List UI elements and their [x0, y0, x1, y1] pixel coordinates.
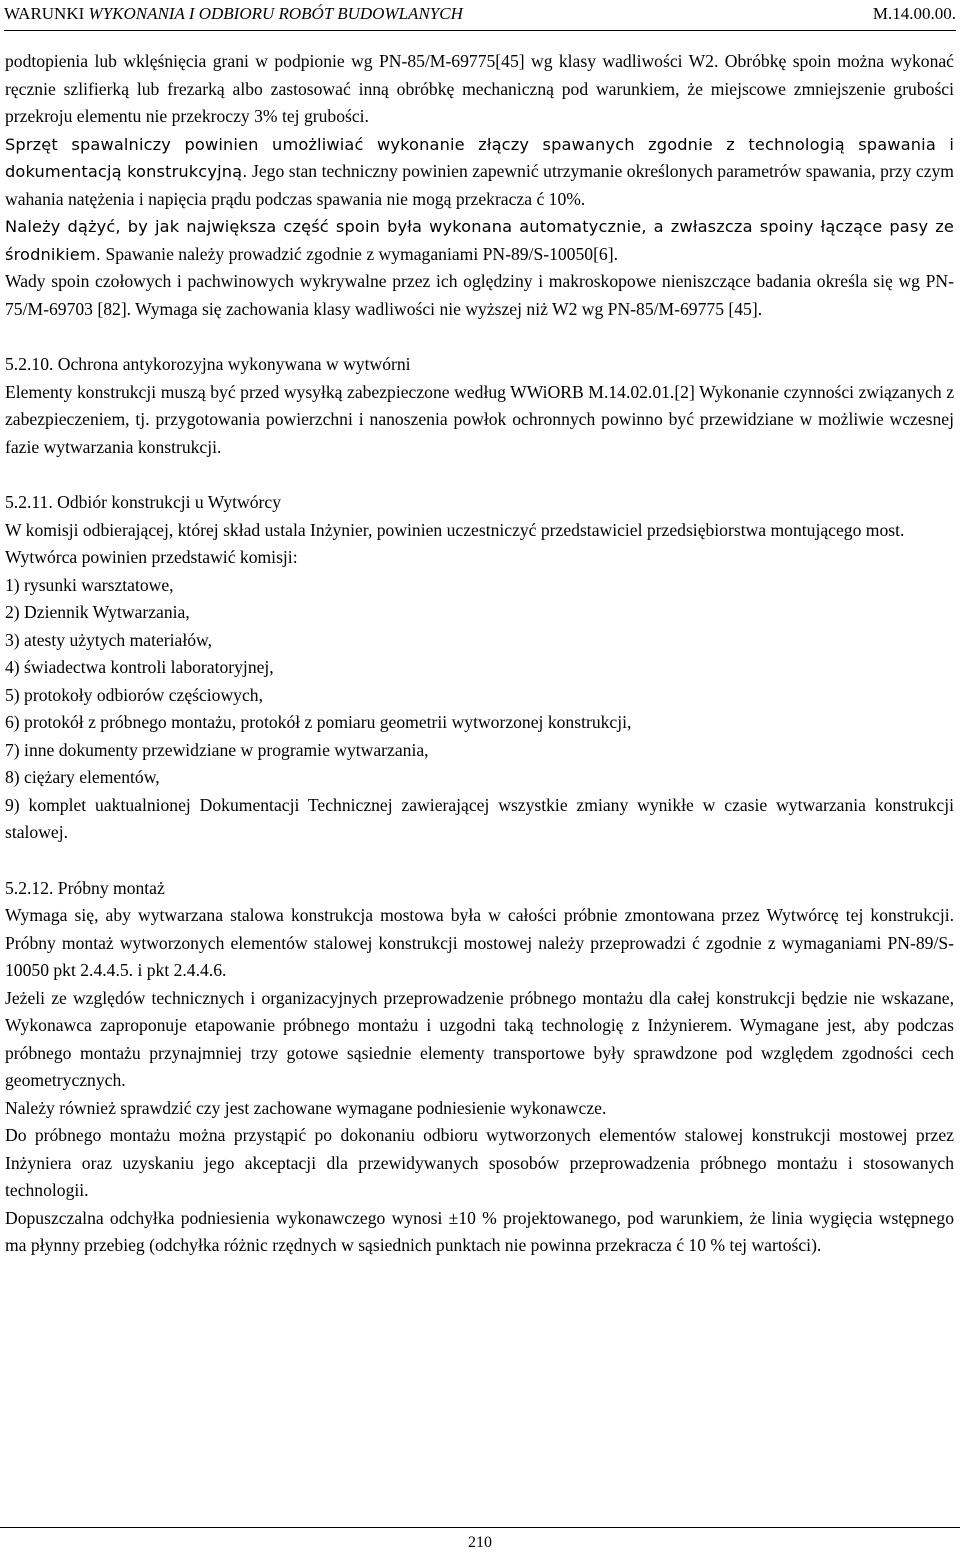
paragraph-spawanie-part2: Spawanie należy prowadzić zgodnie z wymaganiami PN-89/S-10050[6]. — [101, 243, 618, 264]
list-item: 3) atesty użytych materiałów, — [5, 629, 212, 650]
section-heading-probny-montaz: 5.2.12. Próbny montaż — [5, 877, 165, 898]
paragraph-sprzet-part1: Sprzęt spawalniczy powinien umożliwiać wykonanie złączy spawanych zgodnie z technologią spawania i dokumentacją konstrukcyjną. — [5, 134, 954, 181]
list-item: 8) ciężary elementów, — [5, 767, 160, 787]
header-code: M.14.00.00. — [872, 4, 956, 23]
paragraph-wady-spoin: Wady spoin czołowych i pachwinowych wykrywalne przez ich oględziny i makroskopowe nieniszczące badania określa się wg PN-75/M-69703 [82]. Wymaga się zachowania klasy wadliwości nie wyższej niż W2 wg PN-85/M-69775 [45]. — [5, 271, 954, 319]
paragraph-odbior-elementow: Do próbnego montażu można przystąpić po dokonaniu odbioru wytworzonych elementów stalowej konstrukcji mostowej przez Inżyniera oraz uzyskaniu jego akceptacji dla przewidywanych sposobów przeprowadzenia próbnego montażu i stosowanych technologii. — [5, 1125, 954, 1200]
page-number: 210 — [468, 1534, 492, 1551]
spacer — [5, 323, 954, 351]
footer-divider — [0, 1527, 960, 1528]
document-body — [5, 48, 954, 1260]
paragraph-montaz-etapowanie: Jeżeli ze względów technicznych i organizacyjnych przeprowadzenie próbnego montażu dla całej konstrukcji będzie nie wskazane, Wykonawca zaproponuje etapowanie próbnego montażu i uzgodni taką technologię z Inżynierem. Wymagane jest, aby podczas próbnego montażu przynajmniej trzy gotowe sąsiednie elementy transportowe były sprawdzone pod względem zgodności cech geometrycznych. — [5, 987, 954, 1090]
list-item: 2) Dziennik Wytwarzania, — [5, 602, 190, 622]
list-item: 4) świadectwa kontroli laboratoryjnej, — [5, 657, 274, 677]
paragraph-sprzet-spawalniczy — [5, 131, 954, 214]
paragraph-spawanie-automatyczne — [5, 213, 954, 268]
list-item: 7) inne dokumenty przewidziane w programie wytwarzania, — [5, 739, 429, 760]
paragraph-sprzet-part2: Jego stan techniczny powinien zapewnić utrzymanie określonych parametrów spawania, przy czym wahania natężenia i napięcia prądu podczas spawania nie mogą przekracza ć 10%. — [5, 161, 954, 209]
paragraph-komisja: W komisji odbierającej, której skład ustala Inżynier, powinien uczestniczyć przedstawiciel przedsiębiorstwa montującego most. — [5, 519, 905, 540]
paragraph-odchylka: Dopuszczalna odchyłka podniesienia wykonawczego wynosi ±10 % projektowanego, pod warunkiem, że linia wygięcia wstępnego ma płynny przebieg (odchyłka różnic rzędnych w sąsiednich punktach nie powinna przekracza ć 10 % tej wartości). — [5, 1207, 954, 1255]
page-header — [4, 0, 956, 31]
list-item: 9) komplet uaktualnionej Dokumentacji Technicznej zawierającej wszystkie zmiany wynikłe w czasie wytwarzania konstrukcji stalowej. — [5, 794, 954, 842]
spacer — [5, 461, 954, 489]
header-title — [4, 4, 463, 24]
list-item: 1) rysunki warsztatowe, — [5, 574, 174, 595]
paragraph-wytworca: Wytwórca powinien przedstawić komisji: — [5, 547, 298, 567]
header-title-part1: WARUNKI — [4, 4, 89, 23]
header-title-part2: WYKONANIA I ODBIORU ROBÓT BUDOWLANYCH — [88, 4, 463, 23]
spacer — [5, 847, 954, 875]
paragraph-montaz-wymagania: Wymaga się, aby wytwarzana stalowa konstrukcja mostowa była w całości próbnie zmontowana przez Wytwórcę tej konstrukcji. Próbny montaż wytworzonych elementów stalowej konstrukcji mostowej należy przeprowadzi ć zgodnie z wymaganiami PN-89/S-10050 pkt 2.4.4.5. i pkt 2.4.4.6. — [5, 905, 954, 980]
list-item: 6) protokół z próbnego montażu, protokół z pomiaru geometrii wytworzonej konstrukcji, — [5, 712, 632, 732]
paragraph-spawanie-part1: Należy dążyć, by jak największa część spoin była wykonana automatycznie, a zwłaszcza spoiny łączące pasy ze środnikiem. — [5, 217, 954, 264]
paragraph-ochrona: Elementy konstrukcji muszą być przed wysyłką zabezpieczone według WWiORB M.14.02.01.[2] Wykonanie czynności związanych z zabezpieczeniem, tj. przygotowania powierzchni i nanoszenia powłok ochronnych powinno być przewidziane w możliwie wczesnej fazie wytwarzania konstrukcji. — [5, 381, 954, 457]
paragraph-spoiny-obrobka: podtopienia lub wklęśnięcia grani w podpionie wg PN-85/M-69775[45] wg klasy wadliwości W2. Obróbkę spoin można wykonać ręcznie szlifierką lub frezarką albo zastosować inną obróbkę mechaniczną pod warunkiem, że miejscowe zmniejszenie grubości przekroju elementu nie przekroczy 3% tej grubości. — [5, 51, 954, 126]
paragraph-podniesienie: Należy również sprawdzić czy jest zachowane wymagane podniesienie wykonawcze. — [5, 1097, 607, 1118]
section-heading-ochrona: 5.2.10. Ochrona antykorozyjna wykonywana w wytwórni — [5, 354, 411, 374]
section-heading-odbior: 5.2.11. Odbiór konstrukcji u Wytwórcy — [5, 492, 282, 512]
list-item: 5) protokoły odbiorów częściowych, — [5, 684, 263, 705]
